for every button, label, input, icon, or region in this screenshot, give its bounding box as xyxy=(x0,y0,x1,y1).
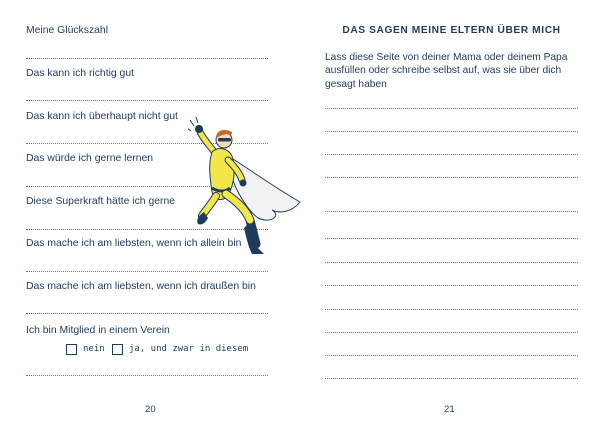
answer-line[interactable] xyxy=(325,131,578,132)
checkbox-no-label: nein xyxy=(83,344,105,354)
prompt-not-good-at: Das kann ich überhaupt nicht gut xyxy=(26,111,178,122)
page-number-left: 20 xyxy=(145,404,156,415)
hero-mask xyxy=(218,138,231,142)
answer-line[interactable] xyxy=(325,177,578,178)
prompt-superpower: Diese Superkraft hätte ich gerne xyxy=(26,196,176,207)
checkbox-yes-label: ja, und zwar in diesem xyxy=(129,344,249,354)
answer-line[interactable] xyxy=(325,154,578,155)
answer-line[interactable] xyxy=(26,375,268,376)
answer-line[interactable] xyxy=(325,332,578,333)
prompt-club: Ich bin Mitglied in einem Verein xyxy=(26,325,170,336)
page-heading: DAS SAGEN MEINE ELTERN ÜBER MICH xyxy=(342,25,561,36)
superhero-illustration xyxy=(188,116,308,258)
checkbox-no[interactable] xyxy=(66,344,77,355)
page-intro: Lass diese Seite von deiner Mama oder deinem Papa ausfüllen oder schreibe selbst auf, was sie über dich gesagt haben xyxy=(325,52,568,90)
answer-line[interactable] xyxy=(325,238,578,239)
hero-fist xyxy=(195,125,203,133)
answer-line[interactable] xyxy=(325,309,578,310)
checkbox-yes[interactable] xyxy=(112,344,123,355)
prompt-outside: Das mache ich am liebsten, wenn ich draußen bin xyxy=(26,281,256,292)
answer-line[interactable] xyxy=(325,378,578,379)
answer-line[interactable] xyxy=(26,100,268,101)
answer-line[interactable] xyxy=(26,313,268,314)
answer-line[interactable] xyxy=(325,355,578,356)
answer-line[interactable] xyxy=(325,262,578,263)
answer-line[interactable] xyxy=(325,108,578,109)
prompt-lucky-number: Meine Glückszahl xyxy=(26,25,109,36)
prompt-good-at: Das kann ich richtig gut xyxy=(26,68,135,79)
answer-line[interactable] xyxy=(26,58,268,59)
prompt-alone: Das mache ich am liebsten, wenn ich allein bin xyxy=(26,238,242,249)
answer-line[interactable] xyxy=(325,285,578,286)
page-number-right: 21 xyxy=(444,404,455,415)
answer-line[interactable] xyxy=(325,211,578,212)
prompt-want-to-learn: Das würde ich gerne lernen xyxy=(26,153,154,164)
answer-line[interactable] xyxy=(26,271,268,272)
